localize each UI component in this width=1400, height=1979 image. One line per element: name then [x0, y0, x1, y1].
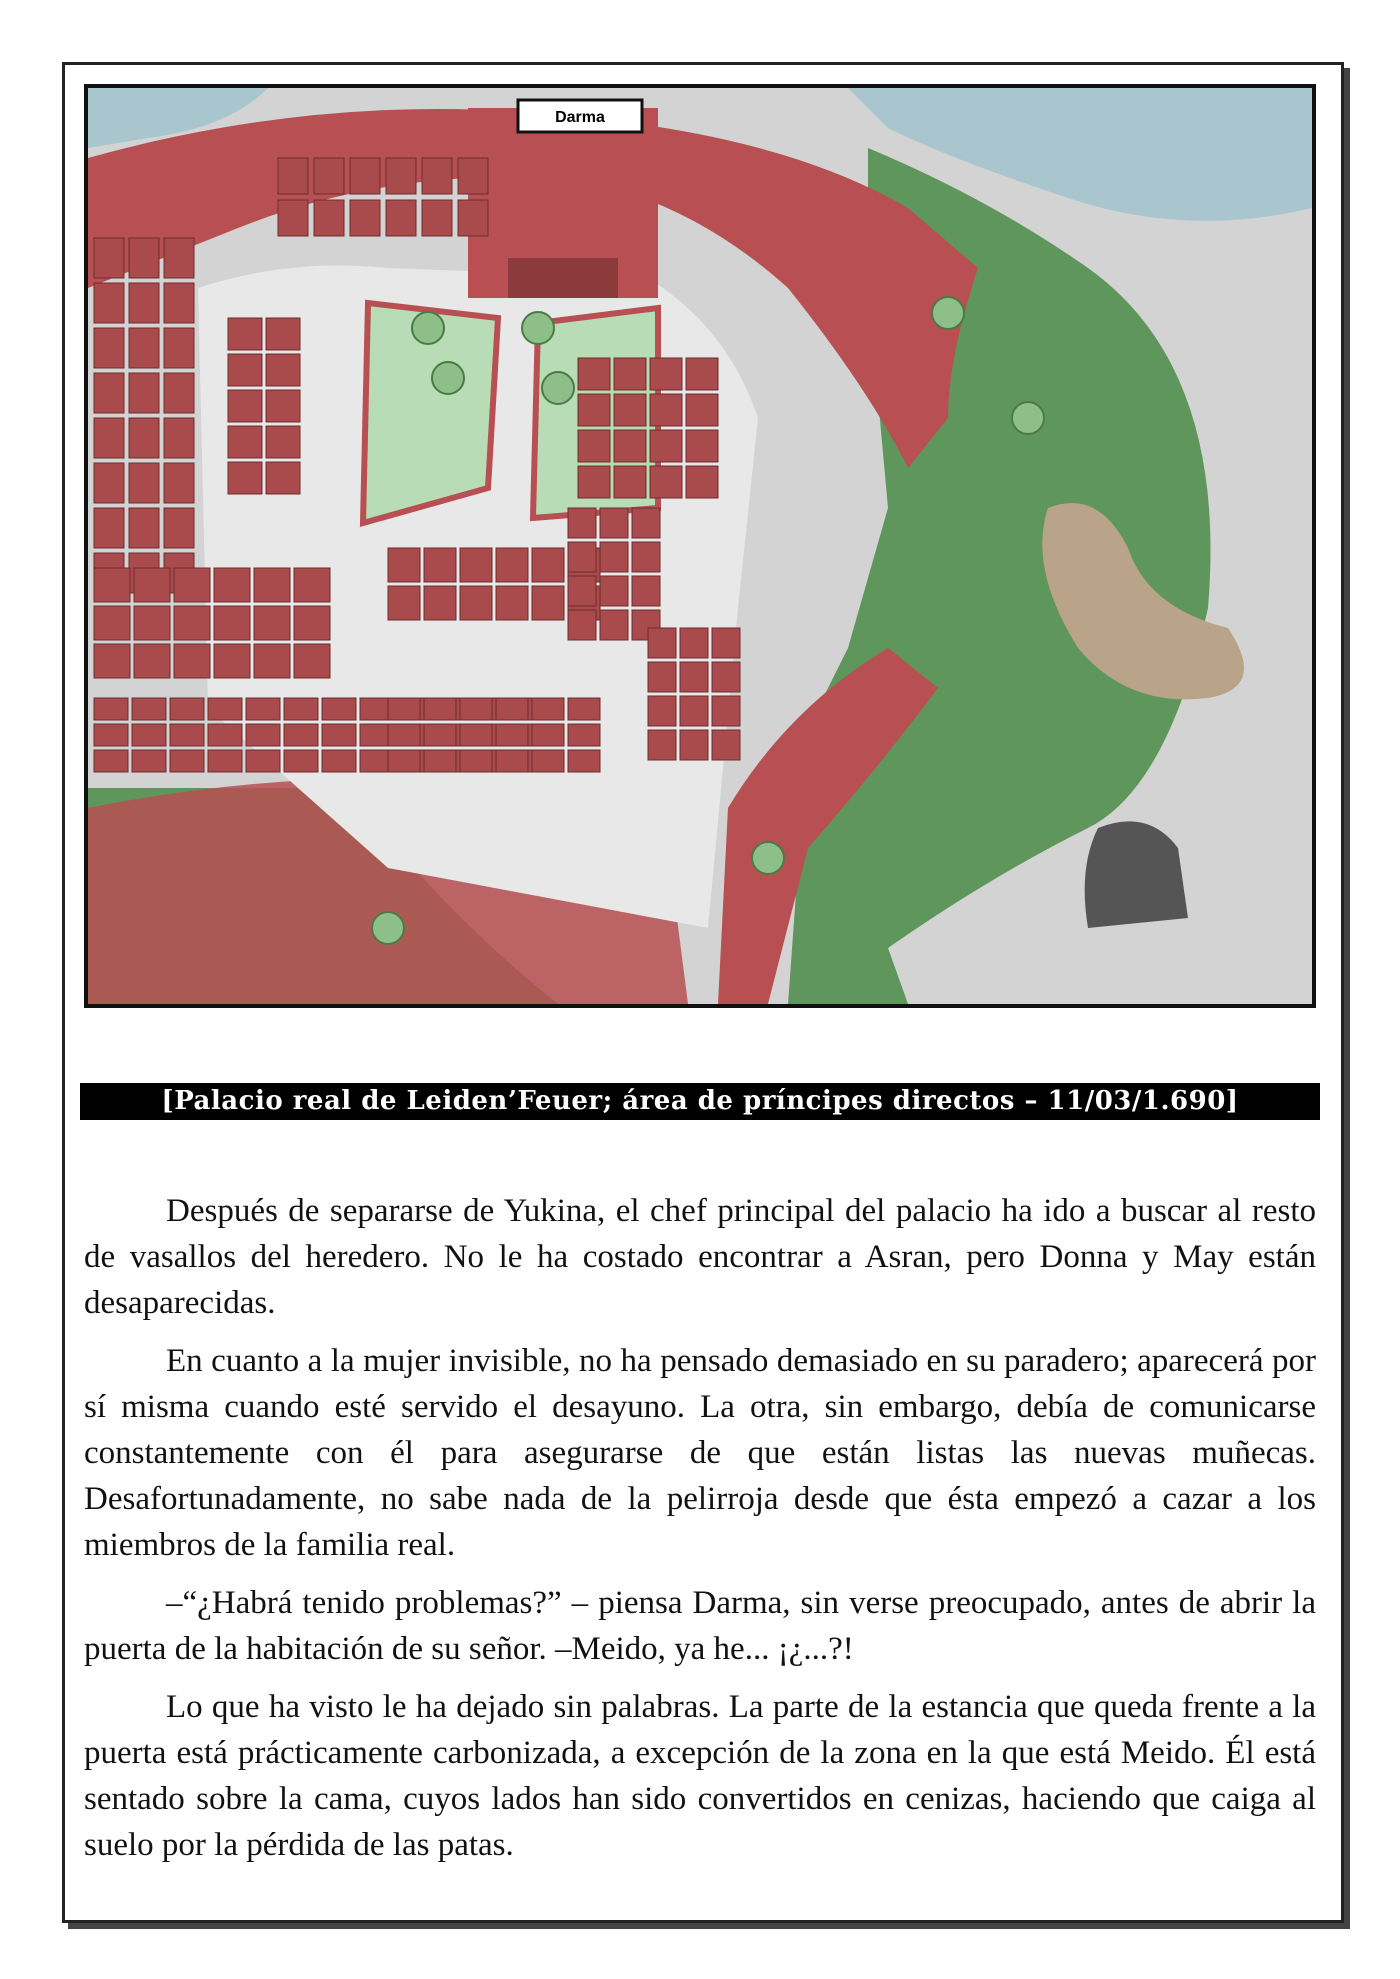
map-house	[254, 568, 290, 602]
map-house	[424, 586, 456, 620]
map-house	[680, 662, 708, 692]
map-house	[496, 586, 528, 620]
map-house	[284, 698, 318, 720]
map-house	[600, 542, 628, 572]
map-house	[578, 466, 610, 498]
map-house	[712, 662, 740, 692]
map-house	[578, 394, 610, 426]
paragraph-3: –“¿Habrá tenido problemas?” – piensa Darma, sin verse preocupado, antes de abrir la puerta de la habitación de su señor. –Meido, ya he... ¡¿...?!	[84, 1585, 1316, 1667]
map-house	[228, 462, 262, 494]
map-house	[129, 418, 159, 458]
map-house	[254, 644, 290, 678]
map-house	[132, 698, 166, 720]
map-house	[386, 158, 416, 194]
map-tree	[932, 297, 964, 329]
map-house	[632, 576, 660, 606]
map-house	[174, 568, 210, 602]
map-house	[568, 542, 596, 572]
map-house	[460, 698, 492, 720]
map-house	[94, 283, 124, 323]
map-house	[278, 158, 308, 194]
map-house	[170, 724, 204, 746]
map-house	[712, 628, 740, 658]
map-house	[164, 508, 194, 548]
map-house	[266, 354, 300, 386]
map-house	[284, 750, 318, 772]
palace-map	[84, 84, 1316, 1008]
map-house	[129, 463, 159, 503]
map-house	[568, 750, 600, 772]
map-house	[246, 724, 280, 746]
map-house	[578, 430, 610, 462]
map-house	[94, 463, 124, 503]
map-house	[458, 158, 488, 194]
map-house	[208, 750, 242, 772]
map-house	[424, 724, 456, 746]
map-house	[170, 750, 204, 772]
map-house	[94, 724, 128, 746]
map-house	[388, 698, 420, 720]
map-house	[134, 644, 170, 678]
map-house	[129, 283, 159, 323]
map-house	[266, 426, 300, 458]
map-house	[246, 698, 280, 720]
map-house	[424, 750, 456, 772]
map-house	[170, 698, 204, 720]
map-house	[460, 750, 492, 772]
map-house	[278, 200, 308, 236]
map-house	[208, 724, 242, 746]
map-house	[246, 750, 280, 772]
map-house	[568, 698, 600, 720]
map-house	[532, 724, 564, 746]
map-house	[686, 430, 718, 462]
map-house	[129, 238, 159, 278]
map-house	[632, 508, 660, 538]
map-house	[284, 724, 318, 746]
paragraph-2: En cuanto a la mujer invisible, no ha pensado demasiado en su paradero; aparecerá por sí misma cuando esté servido el desayuno. La otra, sin embargo, debía de comunicarse constantemente con él para asegurarse de que están listas las nuevas muñecas. Desafortunadamente, no sabe nada de la pelirroja desde que ésta empezó a cazar a los miembros de la familia real.	[84, 1343, 1316, 1563]
map-house	[648, 730, 676, 760]
map-house	[228, 354, 262, 386]
map-house	[600, 576, 628, 606]
map-house	[648, 662, 676, 692]
map-caption: [Palacio real de Leiden’Feuer; área de príncipes directos – 11/03/1.690]	[80, 1083, 1320, 1120]
map-house	[632, 542, 660, 572]
map-house	[129, 373, 159, 413]
map-house	[422, 200, 452, 236]
map-house	[314, 158, 344, 194]
map-house	[294, 606, 330, 640]
map-house	[650, 358, 682, 390]
paragraph-4: Lo que ha visto le ha dejado sin palabras. La parte de la estancia que queda frente a la puerta está prácticamente carbonizada, a excepción de la zona en la que está Meido. Él está sentado sobre la cama, cuyos lados han sido convertidos en cenizas, haciendo que caiga al suelo por la pérdida de las patas.	[84, 1689, 1316, 1863]
map-tree	[522, 312, 554, 344]
map-house	[94, 568, 130, 602]
map-house	[94, 698, 128, 720]
map-house	[422, 158, 452, 194]
map-house	[460, 724, 492, 746]
map-illustration	[88, 88, 1312, 1004]
map-house	[164, 238, 194, 278]
map-house	[214, 606, 250, 640]
map-house	[350, 200, 380, 236]
map-house	[94, 644, 130, 678]
map-house	[228, 318, 262, 350]
map-house	[424, 548, 456, 582]
map-house	[129, 508, 159, 548]
map-house	[322, 724, 356, 746]
map-house	[266, 462, 300, 494]
map-house	[578, 358, 610, 390]
map-house	[228, 426, 262, 458]
map-house	[164, 418, 194, 458]
map-house	[134, 568, 170, 602]
map-house	[388, 586, 420, 620]
map-house	[386, 200, 416, 236]
map-house	[94, 238, 124, 278]
map-house	[532, 586, 564, 620]
map-house	[680, 628, 708, 658]
map-house	[388, 548, 420, 582]
map-house	[648, 628, 676, 658]
map-palace-stairs	[508, 258, 618, 298]
map-house	[94, 606, 130, 640]
map-house	[568, 508, 596, 538]
map-house	[680, 730, 708, 760]
map-house	[712, 696, 740, 726]
map-house	[132, 724, 166, 746]
map-tree	[412, 312, 444, 344]
map-house	[94, 373, 124, 413]
map-house	[174, 644, 210, 678]
map-house	[322, 750, 356, 772]
map-house	[680, 696, 708, 726]
map-house	[94, 508, 124, 548]
map-house	[650, 430, 682, 462]
map-house	[532, 698, 564, 720]
map-house	[266, 318, 300, 350]
map-house	[228, 390, 262, 422]
map-house	[650, 466, 682, 498]
map-tree	[372, 912, 404, 944]
map-house	[648, 696, 676, 726]
map-house	[712, 730, 740, 760]
map-house	[686, 466, 718, 498]
map-house	[164, 328, 194, 368]
map-house	[614, 466, 646, 498]
map-house	[532, 750, 564, 772]
map-house	[614, 430, 646, 462]
map-house	[568, 576, 596, 606]
map-house	[214, 568, 250, 602]
map-house	[164, 463, 194, 503]
map-house	[460, 548, 492, 582]
map-house	[254, 606, 290, 640]
map-house	[208, 698, 242, 720]
map-house	[94, 418, 124, 458]
map-label-darma: Darma	[555, 109, 605, 126]
map-house	[496, 698, 528, 720]
map-house	[214, 644, 250, 678]
map-house	[129, 328, 159, 368]
map-house	[496, 548, 528, 582]
map-house	[496, 750, 528, 772]
map-house	[496, 724, 528, 746]
map-house	[266, 390, 300, 422]
map-house	[650, 394, 682, 426]
map-house	[600, 508, 628, 538]
map-house	[294, 568, 330, 602]
map-tree	[432, 362, 464, 394]
story-text	[84, 1188, 1316, 1880]
map-house	[388, 724, 420, 746]
map-tree	[1012, 402, 1044, 434]
map-house	[294, 644, 330, 678]
map-tree	[542, 372, 574, 404]
map-house	[164, 373, 194, 413]
map-house	[600, 610, 628, 640]
map-house	[460, 586, 492, 620]
map-house	[134, 606, 170, 640]
map-house	[424, 698, 456, 720]
map-house	[94, 328, 124, 368]
map-house	[94, 750, 128, 772]
map-house	[532, 548, 564, 582]
map-house	[458, 200, 488, 236]
map-house	[614, 358, 646, 390]
map-house	[568, 724, 600, 746]
map-tree	[752, 842, 784, 874]
map-house	[314, 200, 344, 236]
map-house	[164, 283, 194, 323]
map-house	[350, 158, 380, 194]
map-house	[686, 358, 718, 390]
map-house	[388, 750, 420, 772]
map-house	[614, 394, 646, 426]
map-house	[132, 750, 166, 772]
map-house	[686, 394, 718, 426]
map-house	[568, 610, 596, 640]
paragraph-1: Después de separarse de Yukina, el chef principal del palacio ha ido a buscar al resto de vasallos del heredero. No le ha costado encontrar a Asran, pero Donna y May están desaparecidas.	[84, 1193, 1316, 1321]
map-house	[322, 698, 356, 720]
map-house	[174, 606, 210, 640]
